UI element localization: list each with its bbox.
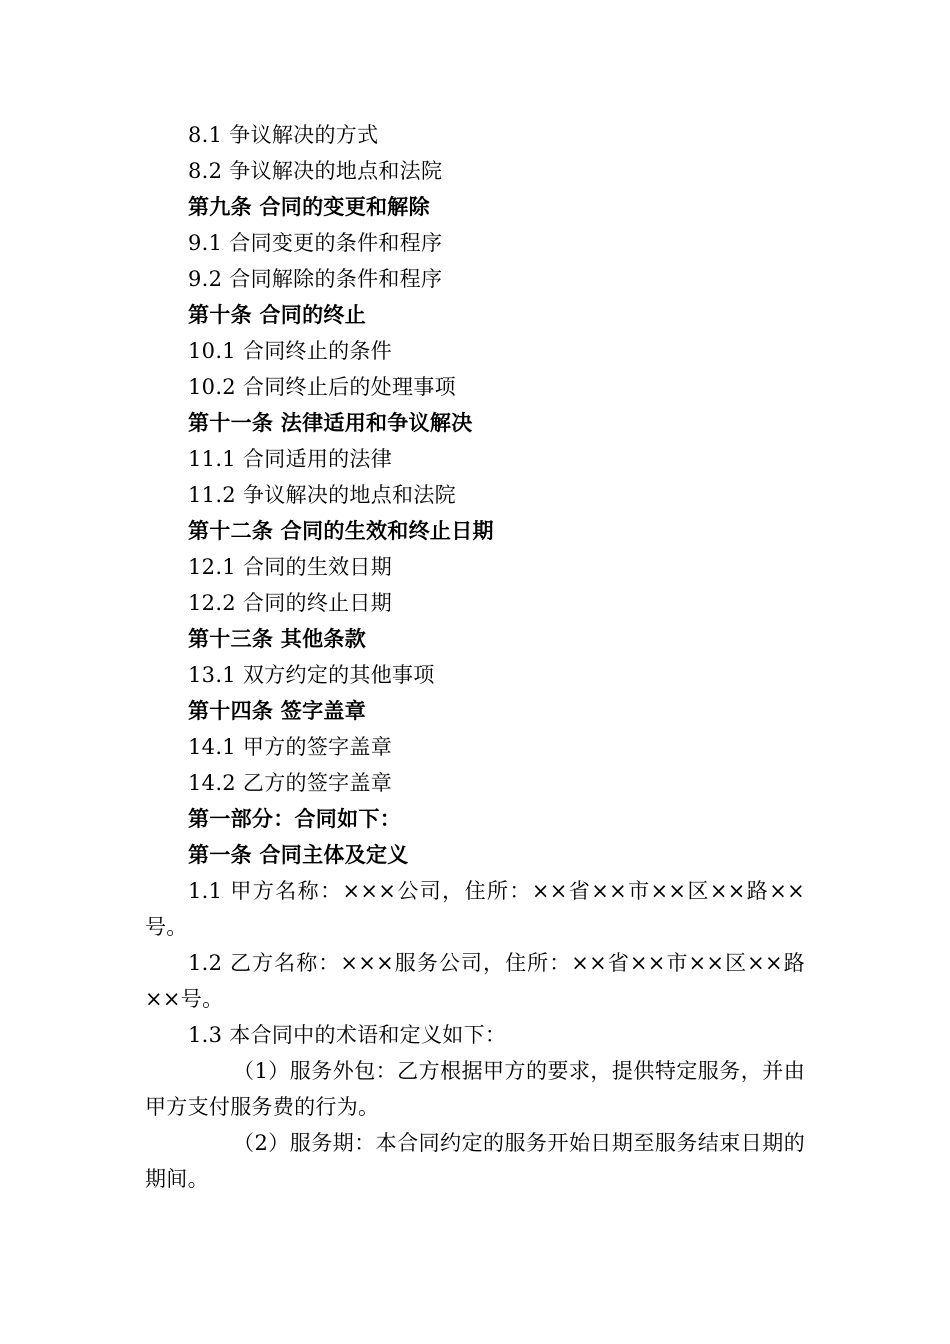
toc-item-10-1: 10.1 合同终止的条件: [188, 339, 393, 363]
part-heading-1: 第一部分：合同如下：: [188, 807, 401, 831]
section-heading-10: 第十条 合同的终止: [188, 303, 367, 327]
toc-item-14-1: 14.1 甲方的签字盖章: [188, 735, 393, 759]
toc-item-10-2: 10.2 合同终止后的处理事项: [188, 375, 456, 399]
section-heading-11: 第十一条 法律适用和争议解决: [188, 411, 473, 435]
toc-item-8-2: 8.2 争议解决的地点和法院: [188, 159, 443, 183]
toc-item-14-2: 14.2 乙方的签字盖章: [188, 771, 393, 795]
section-heading-9: 第九条 合同的变更和解除: [188, 195, 430, 219]
definition-1: （1）服务外包：乙方根据甲方的要求，提供特定服务，并由甲方支付服务费的行为。: [145, 1059, 805, 1119]
paragraph-1-1: 1.1 甲方名称：×××公司，住所：××省××市××区××路××号。: [145, 879, 805, 939]
article-heading-1: 第一条 合同主体及定义: [188, 843, 409, 867]
toc-item-12-1: 12.1 合同的生效日期: [188, 555, 393, 579]
paragraph-1-3: 1.3 本合同中的术语和定义如下：: [188, 1023, 507, 1047]
section-heading-14: 第十四条 签字盖章: [188, 699, 367, 723]
section-heading-13: 第十三条 其他条款: [188, 627, 367, 651]
toc-item-8-1: 8.1 争议解决的方式: [188, 123, 379, 147]
section-heading-12: 第十二条 合同的生效和终止日期: [188, 519, 494, 543]
toc-item-9-1: 9.1 合同变更的条件和程序: [188, 231, 443, 255]
toc-item-13-1: 13.1 双方约定的其他事项: [188, 663, 435, 687]
toc-item-11-2: 11.2 争议解决的地点和法院: [188, 483, 456, 507]
paragraph-1-2: 1.2 乙方名称：×××服务公司，住所：××省××市××区××路××号。: [145, 951, 805, 1011]
toc-item-11-1: 11.1 合同适用的法律: [188, 447, 393, 471]
toc-item-12-2: 12.2 合同的终止日期: [188, 591, 393, 615]
definition-2: （2）服务期：本合同约定的服务开始日期至服务结束日期的期间。: [145, 1131, 805, 1191]
toc-item-9-2: 9.2 合同解除的条件和程序: [188, 267, 443, 291]
document-body: [145, 117, 805, 1197]
